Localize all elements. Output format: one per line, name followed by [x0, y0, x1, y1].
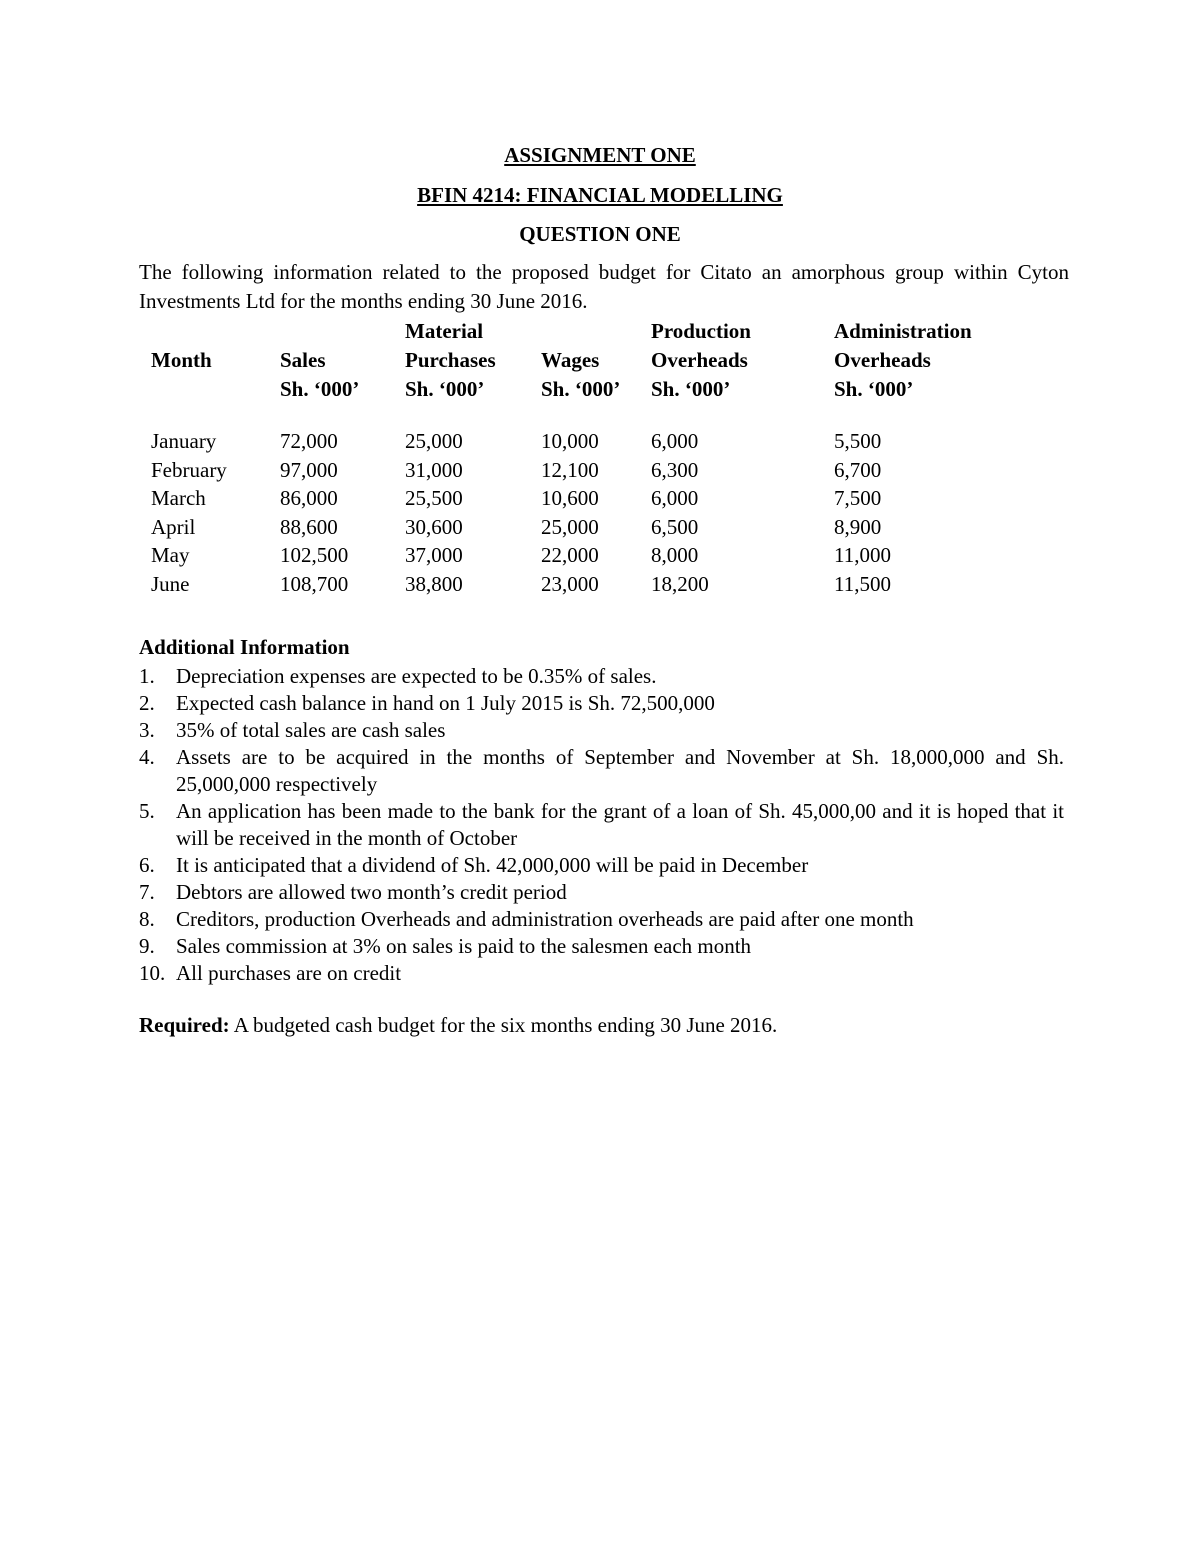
table-cell: February: [151, 457, 227, 482]
list-item: 10. All purchases are on credit: [139, 961, 402, 985]
question-title: QUESTION ONE: [519, 222, 681, 246]
table-cell: January: [151, 429, 217, 453]
required-label: Required:: [139, 1013, 230, 1037]
column-wages: [541, 427, 599, 598]
table-cell: 10,000: [541, 429, 599, 453]
additional-information-list: [139, 663, 1064, 987]
table-cell: 25,500: [405, 486, 463, 510]
table-cell: 38,800: [405, 571, 463, 596]
table-cell: 8,900: [834, 514, 882, 539]
table-cell: May: [151, 543, 190, 567]
header-wages: Wages Sh. ‘000’: [541, 348, 621, 401]
table-cell: 25,000: [541, 514, 599, 539]
column-month: [151, 427, 227, 598]
table-cell: 11,500: [834, 571, 891, 596]
column-administration-overheads: [834, 427, 891, 598]
header-month: Month: [151, 348, 212, 372]
table-cell: 97,000: [280, 457, 338, 482]
table-cell: 5,500: [834, 429, 882, 453]
course-title: BFIN 4214: FINANCIAL MODELLING: [417, 183, 783, 207]
list-item: 9. Sales commission at 3% on sales is paid to the salesmen each month: [139, 934, 752, 958]
header-sales: Sales Sh. ‘000’: [280, 348, 360, 401]
table-cell: 6,000: [651, 429, 699, 453]
table-cell: 18,200: [651, 571, 709, 596]
table-cell: 25,000: [405, 429, 463, 453]
table-cell: April: [151, 514, 196, 539]
table-cell: 88,600: [280, 514, 338, 539]
table-cell: March: [151, 486, 206, 510]
table-cell: 11,000: [834, 543, 891, 567]
table-cell: 31,000: [405, 457, 463, 482]
table-cell: 6,300: [651, 457, 699, 482]
header-production-overheads: Production Overheads Sh. ‘000’: [651, 319, 751, 401]
table-cell: 8,000: [651, 543, 699, 567]
table-cell: 30,600: [405, 514, 463, 539]
list-item: 3. 35% of total sales are cash sales: [139, 718, 446, 742]
table-cell: 6,000: [651, 486, 699, 510]
table-cell: June: [151, 571, 190, 596]
table-cell: 102,500: [280, 543, 349, 567]
table-cell: 86,000: [280, 486, 338, 510]
list-item: 4. Assets are to be acquired in the months of September and November at Sh. 18,000,000 and Sh. 25,000,000 respectively: [139, 745, 1064, 796]
intro-paragraph: The following information related to the proposed budget for Citato an amorphous group within Cyton Investments Ltd for the months ending 30 June 2016.: [139, 260, 1069, 313]
header-material-purchases: Material Purchases Sh. ‘000’: [405, 319, 496, 401]
table-cell: 10,600: [541, 486, 599, 510]
table-cell: 108,700: [280, 571, 349, 596]
table-cell: 12,100: [541, 457, 599, 482]
table-cell: 72,000: [280, 429, 338, 453]
list-item: 1. Depreciation expenses are expected to be 0.35% of sales.: [139, 664, 657, 688]
table-cell: 6,500: [651, 514, 699, 539]
list-item: 2. Expected cash balance in hand on 1 July 2015 is Sh. 72,500,000: [139, 691, 715, 715]
column-production-overheads: [651, 427, 709, 598]
assignment-title: ASSIGNMENT ONE: [504, 143, 696, 167]
column-sales: [280, 427, 348, 598]
list-item: 7. Debtors are allowed two month’s credit period: [139, 880, 567, 904]
table-cell: 6,700: [834, 457, 882, 482]
required-statement: [139, 1013, 777, 1038]
column-material-purchases: [405, 427, 463, 598]
table-cell: 23,000: [541, 571, 599, 596]
additional-information-title: Additional Information: [139, 635, 350, 659]
table-cell: 7,500: [834, 486, 882, 510]
list-item: 6. It is anticipated that a dividend of Sh. 42,000,000 will be paid in December: [139, 853, 809, 877]
required-text: A budgeted cash budget for the six months ending 30 June 2016.: [229, 1013, 778, 1037]
table-cell: 22,000: [541, 543, 599, 567]
list-item: 8. Creditors, production Overheads and administration overheads are paid after one month: [139, 907, 914, 931]
header-administration-overheads: Administration Overheads Sh. ‘000’: [834, 319, 972, 401]
table-cell: 37,000: [405, 543, 463, 567]
list-item: 5. An application has been made to the bank for the grant of a loan of Sh. 45,000,00 and it is hoped that it will be received in the month of October: [139, 799, 1064, 850]
